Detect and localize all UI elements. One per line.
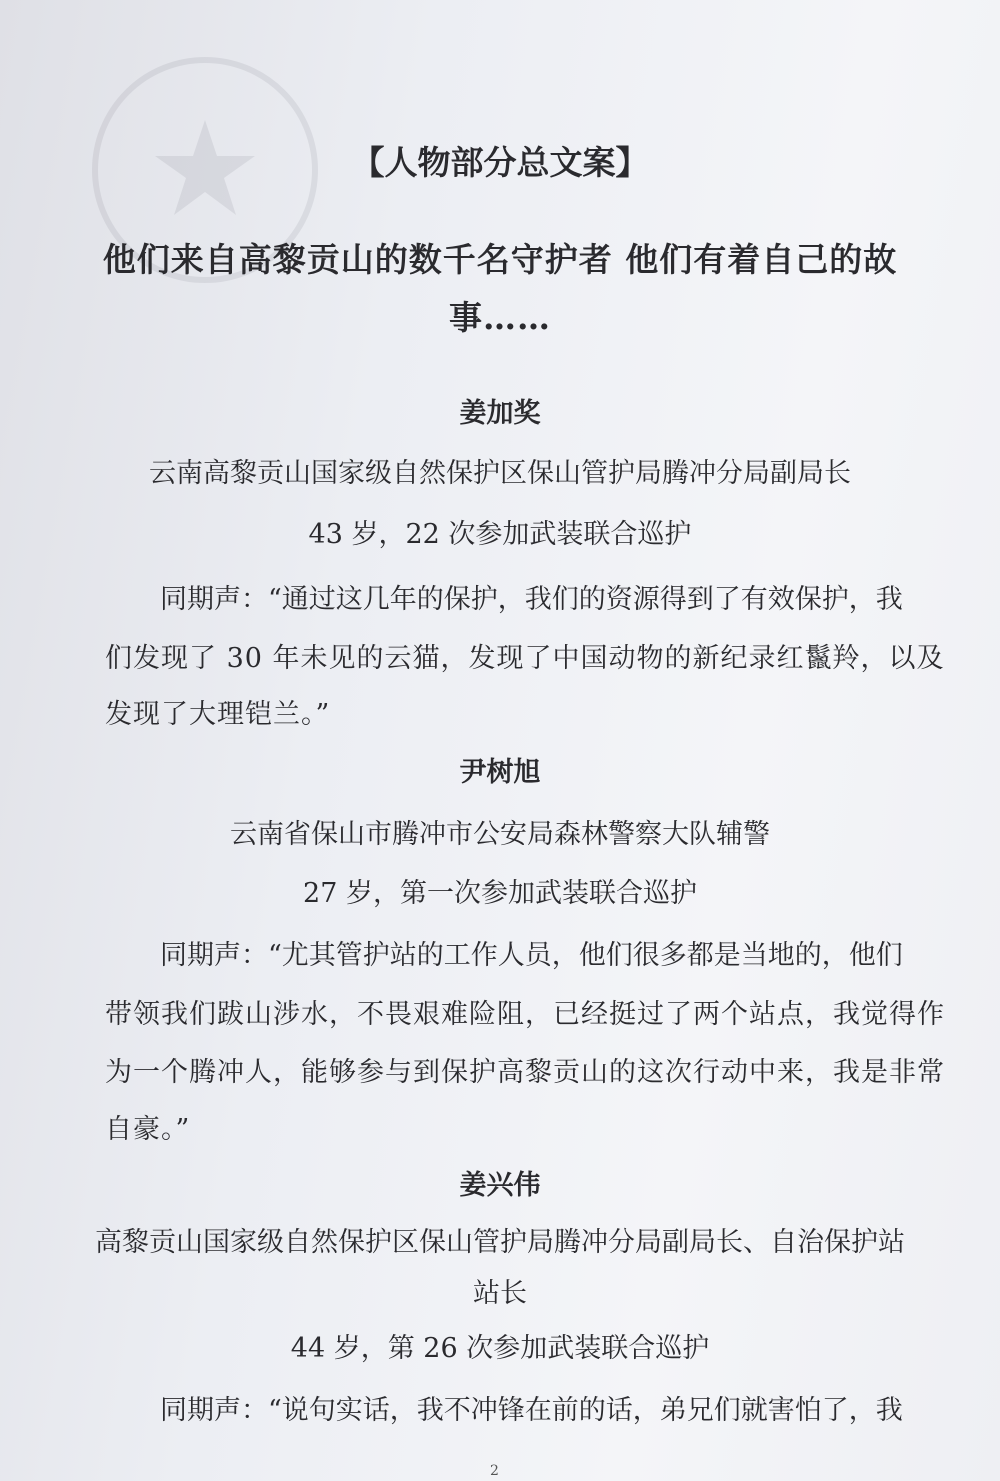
person-position: 云南省保山市腾冲市公安局森林警察大队辅警 [230,819,770,850]
person-name: 尹树旭 [459,757,541,788]
quote-line: 带领我们跋山涉水，不畏艰难险阻，已经挺过了两个站点，我觉得作 [105,999,945,1030]
person-position: 云南高黎贡山国家级自然保护区保山管护局腾冲分局副局长 [149,458,851,489]
page-number: 2 [490,1463,499,1479]
person-position: 高黎贡山国家级自然保护区保山管护局腾冲分局副局长、自治保护站 [95,1227,905,1258]
quote-line: 自豪。” [105,1114,191,1145]
quote-line: 为一个腾冲人，能够参与到保护高黎贡山的这次行动中来，我是非常 [105,1057,945,1088]
person-info: 27 岁，第一次参加武装联合巡护 [303,878,697,909]
person-name: 姜兴伟 [459,1170,541,1201]
person-name: 姜加奖 [459,398,541,429]
quote-line: 们发现了 30 年未见的云猫，发现了中国动物的新纪录红鬣羚，以及 [105,643,945,674]
document-title: 【人物部分总文案】 [351,143,649,182]
quote-line: 同期声：“尤其管护站的工作人员，他们很多都是当地的，他们 [160,940,903,971]
quote-line: 同期声：“说句实话，我不冲锋在前的话，弟兄们就害怕了，我 [160,1395,903,1426]
headline-line-1: 他们来自高黎贡山的数千名守护者 他们有着自己的故 [102,240,898,279]
person-info: 43 岁，22 次参加武装联合巡护 [308,519,692,550]
quote-line: 同期声：“通过这几年的保护，我们的资源得到了有效保护，我 [160,584,903,615]
person-position: 站长 [473,1278,527,1309]
quote-line: 发现了大理铠兰。” [105,699,331,730]
headline-line-2: 事…… [449,298,551,337]
person-info: 44 岁，第 26 次参加武装联合巡护 [290,1333,710,1364]
